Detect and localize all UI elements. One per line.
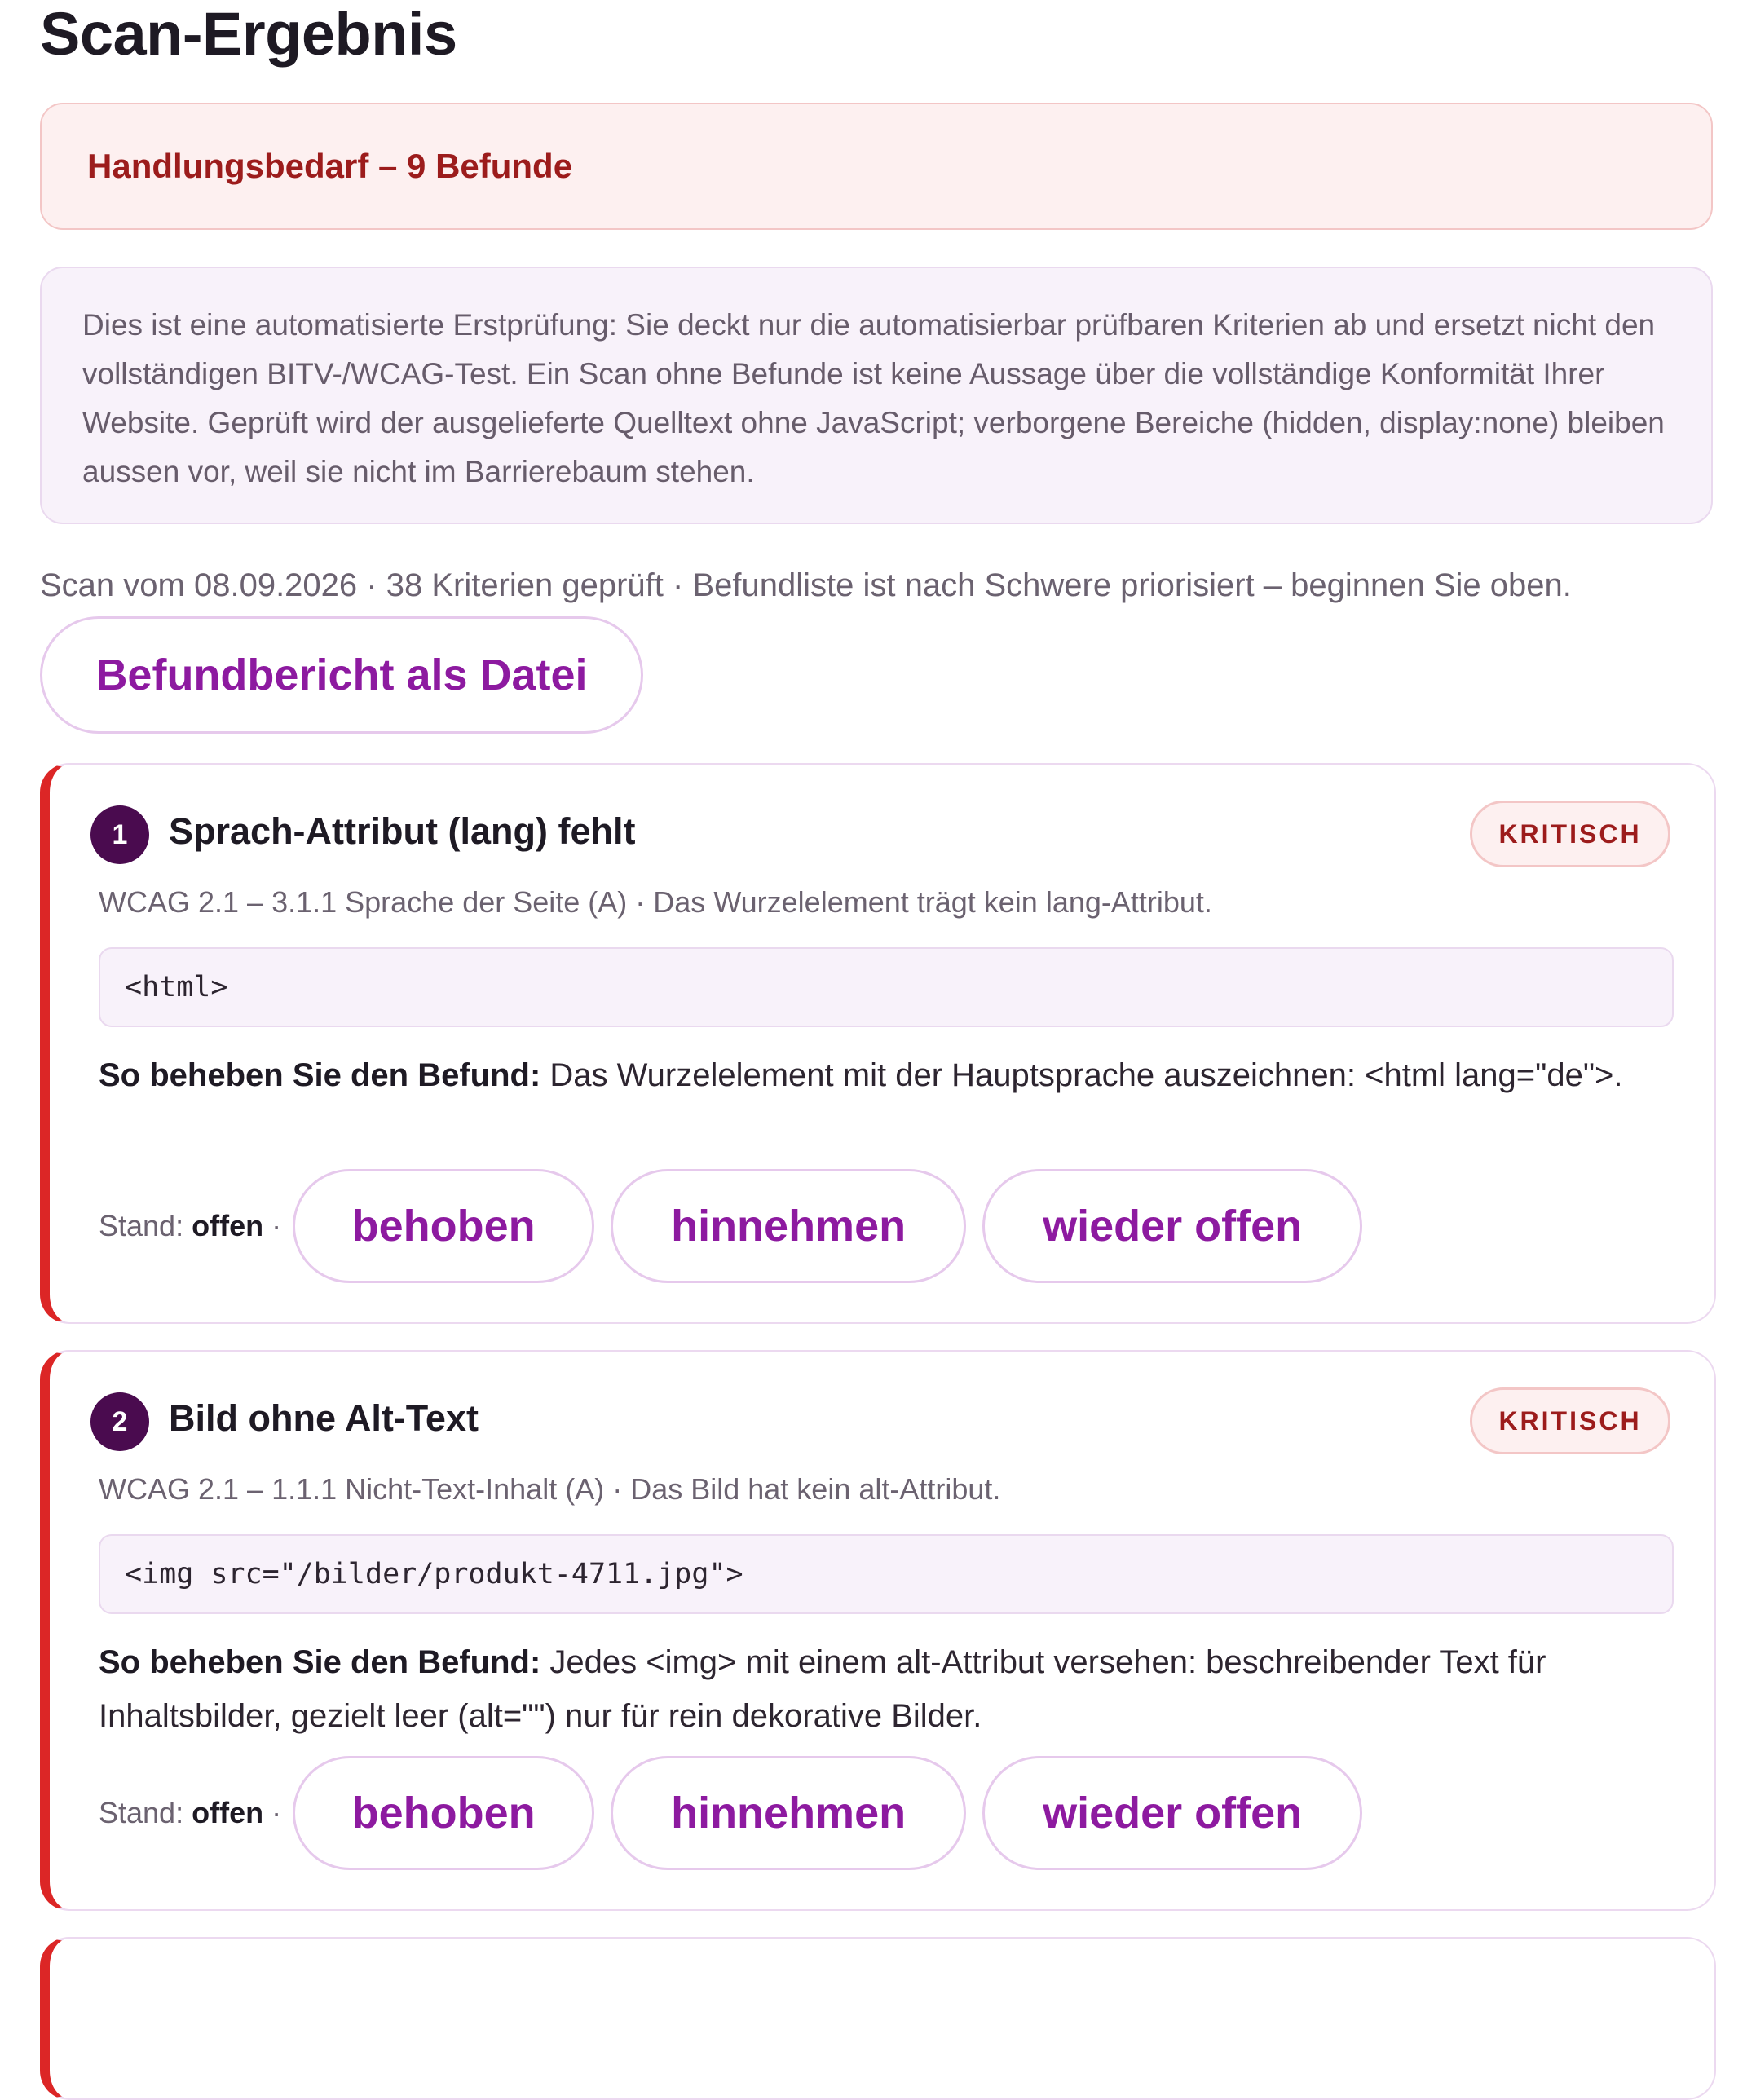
fix-text: Das Wurzelelement mit der Hauptsprache auszeichnen: <html lang="de">. [540, 1057, 1623, 1093]
fix-label: So beheben Sie den Befund: [99, 1644, 541, 1680]
accept-button[interactable]: hinnehmen [611, 1756, 966, 1870]
fix-text: Jedes <img> mit einem alt-Attribut versehen: beschreibender Text für Inhaltsbilder, gezielt leer (alt="") nur für rein dekorative Bilder. [99, 1644, 1546, 1734]
reopen-button[interactable]: wieder offen [982, 1169, 1362, 1283]
status-label: Stand: offen · [99, 1796, 282, 1829]
code-snippet: <img src="/bilder/produkt-4711.jpg"> [99, 1534, 1674, 1614]
wcag-reference: WCAG 2.1 – 1.1.1 Nicht-Text-Inhalt (A) · Das Bild hat kein alt-Attribut. [99, 1472, 1001, 1506]
code-snippet: <html> [99, 947, 1674, 1027]
finding-card-partial [40, 1937, 1716, 2100]
status-row [99, 1756, 1379, 1870]
status-value: offen [192, 1209, 264, 1242]
accept-button[interactable]: hinnehmen [611, 1169, 966, 1283]
mark-fixed-button[interactable]: behoben [293, 1169, 594, 1283]
status-row [99, 1169, 1379, 1283]
reopen-button[interactable]: wieder offen [982, 1756, 1362, 1870]
finding-number: 2 [90, 1392, 149, 1451]
download-report-button[interactable]: Befundbericht als Datei [40, 616, 643, 734]
status-value: offen [192, 1796, 264, 1829]
fix-instructions [99, 1635, 1680, 1743]
action-required-alert [40, 103, 1713, 230]
finding-card [40, 1350, 1716, 1911]
severity-badge: KRITISCH [1470, 801, 1670, 867]
alert-text: Handlungsbedarf – 9 Befunde [87, 147, 573, 185]
status-label: Stand: offen · [99, 1209, 282, 1242]
finding-title: Sprach-Attribut (lang) fehlt [169, 810, 636, 852]
page-title: Scan-Ergebnis [40, 0, 457, 68]
finding-card [40, 763, 1716, 1324]
severity-badge: KRITISCH [1470, 1388, 1670, 1454]
finding-number: 1 [90, 805, 149, 864]
disclaimer-note: Dies ist eine automatisierte Erstprüfung: Sie deckt nur die automatisierbar prüfbaren Kriterien ab und ersetzt nicht den vollständigen BITV-/WCAG-Test. Ein Scan ohne Befunde ist keine Aussage über die vollständige Konformität Ihrer Website. Geprüft wird der ausgelieferte Quelltext ohne JavaScript; verborgene Bereiche (hidden, display:none) bleiben aussen vor, weil sie nicht im Barrierebaum stehen. [40, 267, 1713, 524]
fix-label: So beheben Sie den Befund: [99, 1057, 541, 1093]
scan-result-page [40, 0, 1716, 1838]
finding-title: Bild ohne Alt-Text [169, 1397, 479, 1439]
wcag-reference: WCAG 2.1 – 3.1.1 Sprache der Seite (A) · Das Wurzelelement trägt kein lang-Attribut. [99, 885, 1212, 919]
mark-fixed-button[interactable]: behoben [293, 1756, 594, 1870]
scan-meta: Scan vom 08.09.2026 · 38 Kriterien geprüft · Befundliste ist nach Schwere priorisiert – beginnen Sie oben. [40, 567, 1572, 603]
fix-instructions [99, 1048, 1680, 1102]
